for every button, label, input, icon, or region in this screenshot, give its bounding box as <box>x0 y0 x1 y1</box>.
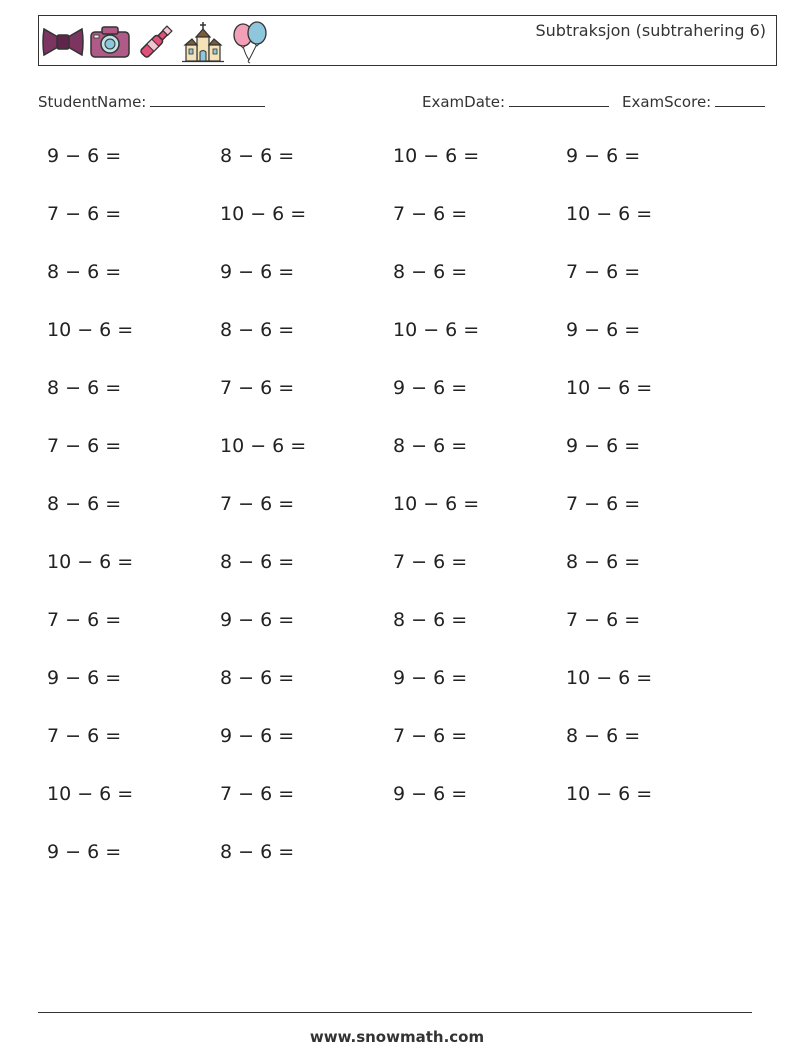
footer-website: www.snowmath.com <box>309 1028 485 1046</box>
student-name-label: StudentName: <box>38 93 147 111</box>
problem-item: 7 − 6 = <box>566 261 641 283</box>
problem-item: 10 − 6 = <box>220 435 307 457</box>
problem-item: 8 − 6 = <box>220 319 295 341</box>
problem-item: 9 − 6 = <box>566 435 641 457</box>
footer-divider <box>38 1012 752 1013</box>
problem-item: 10 − 6 = <box>393 493 480 515</box>
problem-item: 9 − 6 = <box>393 377 468 399</box>
church-icon <box>181 21 225 63</box>
champagne-bottle-icon <box>135 22 177 62</box>
problem-item: 7 − 6 = <box>47 435 122 457</box>
student-name-blank[interactable] <box>150 92 265 107</box>
problem-item: 10 − 6 = <box>220 203 307 225</box>
problem-item: 10 − 6 = <box>566 667 653 689</box>
problem-item: 7 − 6 = <box>393 203 468 225</box>
exam-date-blank[interactable] <box>509 92 609 107</box>
problem-item: 7 − 6 = <box>220 783 295 805</box>
student-name-field <box>38 92 265 111</box>
exam-date-label: ExamDate: <box>422 93 506 111</box>
problem-item: 7 − 6 = <box>220 493 295 515</box>
problem-item: 8 − 6 = <box>393 261 468 283</box>
problem-item: 9 − 6 = <box>393 783 468 805</box>
problem-item: 8 − 6 = <box>393 435 468 457</box>
problem-item: 8 − 6 = <box>393 609 468 631</box>
problem-item: 10 − 6 = <box>47 551 134 573</box>
exam-score-blank[interactable] <box>715 92 765 107</box>
problem-item: 10 − 6 = <box>566 377 653 399</box>
header-box <box>38 15 777 66</box>
problem-item: 7 − 6 = <box>220 377 295 399</box>
problem-item: 7 − 6 = <box>393 551 468 573</box>
balloons-icon <box>229 20 271 64</box>
problem-item: 9 − 6 = <box>47 667 122 689</box>
exam-score-field <box>622 92 765 111</box>
problem-item: 8 − 6 = <box>220 145 295 167</box>
problem-item: 8 − 6 = <box>47 493 122 515</box>
problem-item: 7 − 6 = <box>47 203 122 225</box>
header-icons <box>41 20 271 64</box>
problem-item: 9 − 6 = <box>220 725 295 747</box>
problem-item: 8 − 6 = <box>566 551 641 573</box>
problem-item: 8 − 6 = <box>220 841 295 863</box>
problem-item: 7 − 6 = <box>47 609 122 631</box>
problem-item: 7 − 6 = <box>47 725 122 747</box>
problem-item: 9 − 6 = <box>566 319 641 341</box>
problem-item: 9 − 6 = <box>220 261 295 283</box>
exam-score-label: ExamScore: <box>622 93 712 111</box>
problem-item: 10 − 6 = <box>47 783 134 805</box>
problem-item: 9 − 6 = <box>47 145 122 167</box>
problem-item: 7 − 6 = <box>566 493 641 515</box>
camera-icon <box>89 24 131 60</box>
problem-item: 10 − 6 = <box>393 145 480 167</box>
problem-item: 8 − 6 = <box>566 725 641 747</box>
exam-date-field <box>422 92 609 111</box>
worksheet-title: Subtraksjon (subtrahering 6) <box>535 21 766 40</box>
problem-item: 7 − 6 = <box>393 725 468 747</box>
problem-item: 7 − 6 = <box>566 609 641 631</box>
problem-item: 10 − 6 = <box>393 319 480 341</box>
problem-item: 10 − 6 = <box>566 203 653 225</box>
problem-item: 9 − 6 = <box>220 609 295 631</box>
problem-item: 8 − 6 = <box>47 261 122 283</box>
problem-item: 10 − 6 = <box>47 319 134 341</box>
problem-item: 10 − 6 = <box>566 783 653 805</box>
problem-item: 9 − 6 = <box>566 145 641 167</box>
problem-item: 8 − 6 = <box>220 667 295 689</box>
problem-item: 8 − 6 = <box>220 551 295 573</box>
problem-item: 9 − 6 = <box>47 841 122 863</box>
problem-item: 8 − 6 = <box>47 377 122 399</box>
bow-tie-icon <box>41 24 85 60</box>
problem-item: 9 − 6 = <box>393 667 468 689</box>
